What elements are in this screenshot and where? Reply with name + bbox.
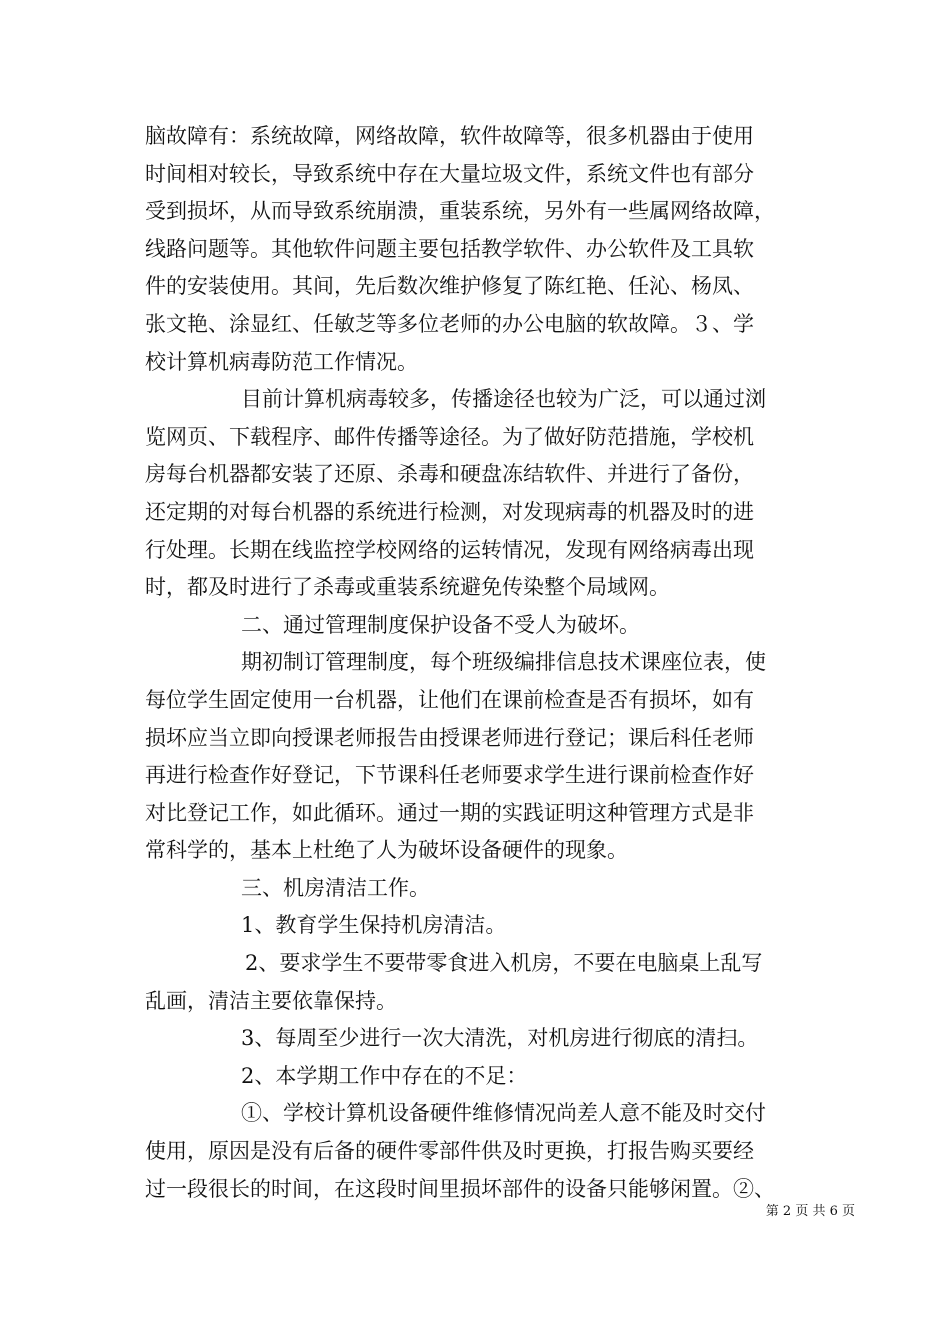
text-line: 再进行检查作好登记，下节课科任老师要求学生进行课前检查作好 — [145, 763, 754, 788]
text-line: 三、机房清洁工作。 — [241, 875, 430, 900]
text-line: 乱画，清洁主要依靠保持。 — [145, 988, 397, 1013]
text-line: 脑故障有：系统故障，网络故障，软件故障等，很多机器由于使用 — [145, 124, 754, 148]
text-line: 对比登记工作，如此循环。通过一期的实践证明这种管理方式是非 — [145, 800, 754, 825]
text-line: 2、要求学生不要带零食进入机房，不要在电脑桌上乱写 — [245, 951, 763, 976]
text-line: 过一段很长的时间，在这段时间里损坏部件的设备只能够闲置。②、 — [145, 1176, 775, 1201]
section-heading-shortcomings — [145, 1058, 821, 1096]
text-line: 线路问题等。其他软件问题主要包括教学软件、办公软件及工具软 — [145, 236, 754, 261]
text-line: 1、教育学生保持机房清洁。 — [241, 913, 507, 938]
paragraph-management-rules — [145, 644, 821, 870]
text-line: ①、学校计算机设备硬件维修情况尚差人意不能及时交付 — [241, 1101, 766, 1126]
text-line: 还定期的对每台机器的系统进行检测，对发现病毒的机器及时的进 — [145, 499, 754, 524]
text-line: 时间相对较长，导致系统中存在大量垃圾文件，系统文件也有部分 — [145, 161, 754, 186]
text-line: 使用，原因是没有后备的硬件零部件供及时更换，打报告购买要经 — [145, 1139, 754, 1164]
paragraph-virus-prevention — [145, 381, 821, 607]
paragraph-shortcoming-1 — [145, 1095, 821, 1208]
text-line: 二、通过管理制度保护设备不受人为破坏。 — [241, 612, 640, 637]
list-item-cleaning-1 — [145, 907, 821, 945]
text-line: 览网页、下载程序、邮件传播等途径。为了做好防范措施，学校机 — [145, 424, 754, 449]
text-line: 校计算机病毒防范工作情况。 — [145, 349, 418, 374]
page-number-footer: 第 2 页 共 6 页 — [765, 1204, 855, 1219]
text-line: 常科学的，基本上杜绝了人为破坏设备硬件的现象。 — [145, 838, 628, 863]
text-line: 期初制订管理制度，每个班级编排信息技术课座位表，使 — [241, 650, 766, 675]
text-line: 受到损坏，从而导致系统崩溃，重装系统，另外有一些属网络故障， — [145, 199, 775, 224]
text-line: 每位学生固定使用一台机器，让他们在课前检查是否有损坏，如有 — [145, 687, 754, 712]
text-line: 损坏应当立即向授课老师报告由授课老师进行登记；课后科任老师 — [145, 725, 754, 750]
text-line: 2、本学期工作中存在的不足： — [241, 1063, 528, 1088]
document-body — [145, 118, 821, 1208]
list-item-cleaning-2 — [145, 945, 821, 1020]
text-line: 目前计算机病毒较多，传播途径也较为广泛，可以通过浏 — [241, 387, 766, 412]
text-line: 张文艳、涂显红、任敏芝等多位老师的办公电脑的软故障。３、学 — [145, 311, 754, 336]
paragraph-computer-faults — [145, 118, 821, 381]
text-line: 行处理。长期在线监控学校网络的运转情况，发现有网络病毒出现 — [145, 537, 754, 562]
text-line: 时，都及时进行了杀毒或重装系统避免传染整个局域网。 — [145, 575, 670, 600]
section-heading-management — [145, 607, 821, 645]
text-line: 房每台机器都安装了还原、杀毒和硬盘冻结软件、并进行了备份， — [145, 462, 754, 487]
text-line: 件的安装使用。其间，先后数次维护修复了陈红艳、任沁、杨凤、 — [145, 274, 754, 299]
list-item-cleaning-3 — [145, 1020, 821, 1058]
text-line: 3、每周至少进行一次大清洗，对机房进行彻底的清扫。 — [241, 1026, 759, 1051]
section-heading-cleaning — [145, 870, 821, 908]
